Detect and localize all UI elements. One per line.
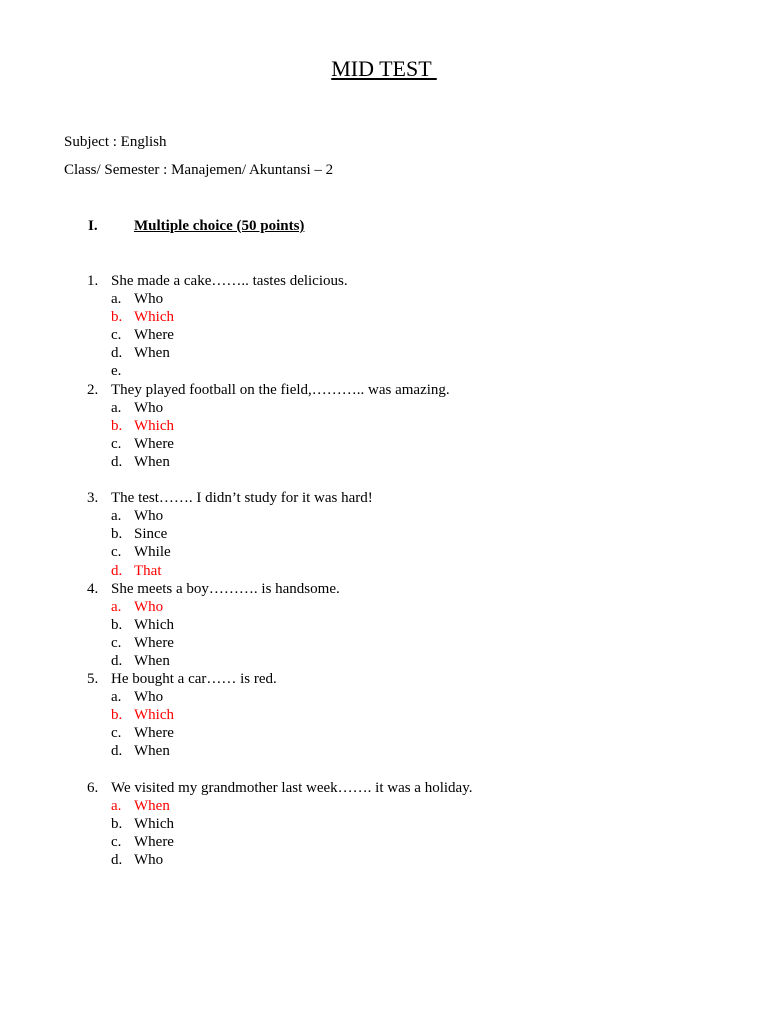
option-letter: a. [111, 399, 122, 416]
question-text: They played football on the field,……….. was amazing. [111, 381, 450, 398]
answer-option [0, 815, 768, 833]
answer-option [0, 652, 768, 670]
page-title: MID TEST [331, 56, 437, 81]
option-letter: a. [111, 598, 122, 615]
option-letter: d. [111, 345, 123, 362]
option-text: Who [134, 508, 164, 525]
question-list [0, 272, 768, 869]
answer-option [0, 634, 768, 652]
question-number: 4. [87, 580, 99, 597]
option-letter: b. [111, 815, 123, 832]
option-text: Who [134, 399, 164, 416]
option-text: Which [134, 417, 174, 434]
answer-option [0, 543, 768, 561]
answer-option [0, 399, 768, 417]
option-letter: c. [111, 634, 122, 651]
option-text: Who [134, 291, 164, 308]
option-letter: b. [111, 526, 123, 543]
question-item [0, 272, 768, 381]
section-heading: Multiple choice (50 points) [134, 218, 305, 234]
answer-option [0, 616, 768, 634]
option-letter: a. [111, 797, 122, 814]
answer-option [0, 290, 768, 308]
option-text: Since [134, 526, 168, 543]
option-letter: a. [111, 291, 122, 308]
section-number: I. [88, 218, 98, 234]
option-text: Where [134, 327, 174, 344]
option-letter: b. [111, 707, 123, 724]
answer-option-marked [0, 308, 768, 326]
answer-option-marked [0, 562, 768, 580]
question-number: 6. [87, 779, 99, 796]
option-letter: c. [111, 544, 122, 561]
question-text: We visited my grandmother last week……. it was a holiday. [111, 779, 473, 796]
option-text: When [134, 743, 170, 760]
question-item [0, 489, 768, 579]
question-item [0, 779, 768, 869]
option-text: When [134, 345, 170, 362]
question-line [0, 580, 768, 598]
question-text: She meets a boy………. is handsome. [111, 580, 340, 597]
question-line [0, 779, 768, 797]
question-number: 3. [87, 490, 99, 507]
option-text: When [134, 453, 170, 470]
option-text: While [134, 544, 171, 561]
answer-option [0, 435, 768, 453]
question-line [0, 489, 768, 507]
option-letter: d. [111, 453, 123, 470]
question-item [0, 670, 768, 760]
option-text: Where [134, 435, 174, 452]
option-text: Which [134, 815, 174, 832]
answer-option [0, 724, 768, 742]
option-letter: d. [111, 852, 123, 868]
question-item [0, 580, 768, 670]
question-number: 5. [87, 671, 99, 688]
question-text: She made a cake…….. tastes delicious. [111, 273, 348, 289]
option-letter: c. [111, 725, 122, 742]
answer-option [0, 851, 768, 869]
option-text: Where [134, 634, 174, 651]
option-letter: d. [111, 743, 123, 760]
answer-option [0, 344, 768, 362]
option-letter: b. [111, 309, 123, 326]
answer-option [0, 453, 768, 471]
answer-option-marked [0, 598, 768, 616]
option-text: When [134, 652, 170, 669]
blank-line [0, 761, 768, 779]
option-letter: c. [111, 327, 122, 344]
option-letter: b. [111, 417, 123, 434]
answer-option [0, 688, 768, 706]
option-letter: e. [111, 363, 122, 380]
option-text: Which [134, 616, 174, 633]
answer-option [0, 525, 768, 543]
question-number: 1. [87, 273, 99, 289]
answer-option [0, 742, 768, 760]
option-letter: d. [111, 652, 123, 669]
answer-option [0, 326, 768, 344]
question-number: 2. [87, 381, 99, 398]
question-line [0, 272, 768, 290]
option-text: When [134, 797, 170, 814]
option-text: Who [134, 689, 164, 706]
question-text: The test……. I didn’t study for it was hard! [111, 490, 373, 507]
option-text: Which [134, 309, 174, 326]
answer-option [0, 507, 768, 525]
option-text: That [134, 562, 162, 579]
answer-option-marked [0, 706, 768, 724]
question-line [0, 381, 768, 399]
option-letter: a. [111, 508, 122, 525]
answer-option [0, 362, 768, 380]
answer-option-marked [0, 797, 768, 815]
question-item [0, 381, 768, 471]
answer-option-marked [0, 417, 768, 435]
option-letter: d. [111, 562, 123, 579]
option-letter: a. [111, 689, 122, 706]
blank-line [0, 471, 768, 489]
option-text: Who [134, 598, 164, 615]
class-semester-line: Class/ Semester : Manajemen/ Akuntansi – 2 [64, 162, 334, 178]
option-letter: c. [111, 435, 122, 452]
subject-line: Subject : English [64, 134, 167, 150]
option-text: Who [134, 852, 164, 868]
option-letter: b. [111, 616, 123, 633]
question-text: He bought a car…… is red. [111, 671, 277, 688]
answer-option [0, 833, 768, 851]
option-text: Which [134, 707, 174, 724]
option-text: Where [134, 725, 174, 742]
option-text: Where [134, 833, 174, 850]
option-letter: c. [111, 833, 122, 850]
question-line [0, 670, 768, 688]
